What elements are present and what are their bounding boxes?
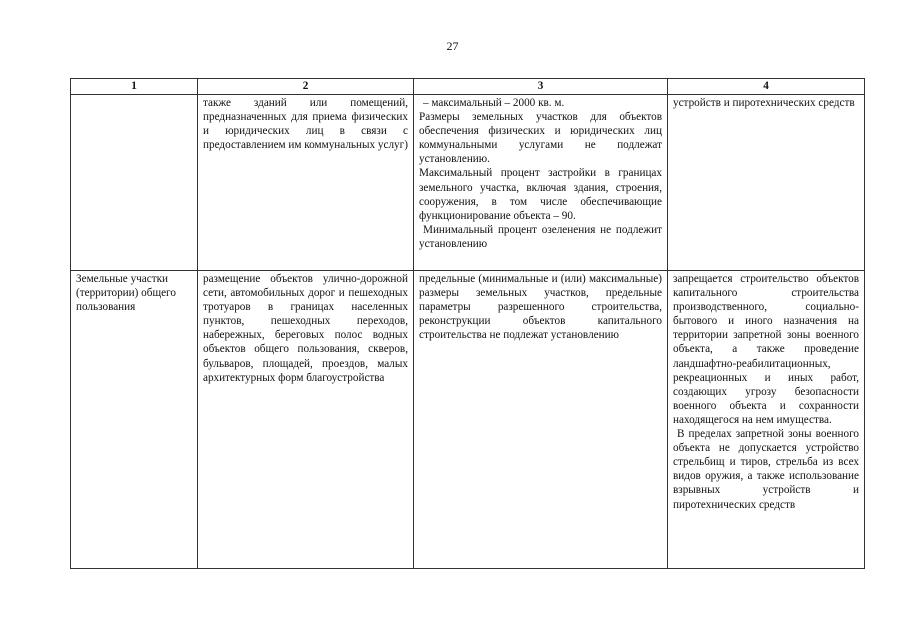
cell-paragraph: Размеры земельных участков для объектов обеспечения физических и юридических лиц коммунальными услугами не подлежат установлению. — [419, 111, 662, 166]
cell-paragraph: Минимальный процент озеленения не подлежит установлению — [419, 223, 662, 250]
table-row — [71, 95, 865, 271]
cell-paragraph: Земельные участки (территории) общего пользования — [76, 273, 176, 314]
zone-name-cell — [71, 271, 198, 569]
column-header: 1 — [71, 79, 198, 95]
permitted-use-cell — [198, 95, 414, 271]
permitted-use-cell — [198, 271, 414, 569]
parameters-cell — [414, 95, 668, 271]
table-header-row — [71, 79, 865, 95]
table-row — [71, 271, 865, 569]
parameters-cell — [414, 271, 668, 569]
column-header: 4 — [668, 79, 865, 95]
cell-paragraph: устройств и пиротехнических средств — [673, 97, 855, 109]
cell-paragraph: Максимальный процент застройки в границах земельного участка, включая здания, строения, сооружения, в том числе обеспечивающие функционирование объекта – 90. — [419, 167, 662, 222]
cell-paragraph: запрещается строительство объектов капитального строительства производственного, социально-бытового и иного назначения на территории запретной зоны военного объекта, а также проведение ландшафтно-реабилитационных, рекреационных и иных работ, создающих угрозу безопасности военного объекта и сохранности находящегося на нем имущества. — [673, 273, 859, 426]
cell-paragraph: – максимальный – 2000 кв. м. — [423, 97, 565, 109]
cell-paragraph: размещение объектов улично-дорожной сети, автомобильных дорог и пешеходных тротуаров в границах населенных пунктов, пешеходных переходов, набережных, береговых полос водных объектов общего пользования, скверов, бульваров, площадей, проездов, малых архитектурных форм благоустройства — [203, 273, 408, 384]
cell-paragraph: предельные (минимальные и (или) максимальные) размеры земельных участков, предельные параметры разрешенного строительства, реконструкции объектов капитального строительства не подлежат установлению — [419, 273, 662, 342]
page-number: 27 — [446, 39, 459, 53]
restrictions-cell — [668, 95, 865, 271]
zone-name-cell — [71, 95, 198, 271]
cell-paragraph: также зданий или помещений, предназначенных для приема физических и юридических лиц в связи с предоставлением им коммунальных услуг) — [203, 97, 408, 152]
regulations-table — [70, 78, 865, 569]
restrictions-cell — [668, 271, 865, 569]
cell-paragraph: В пределах запретной зоны военного объекта не допускается устройство стрельбищ и тиров, стрельба из всех видов оружия, а также использование взрывных устройств и пиротехнических средств — [673, 428, 859, 511]
column-header: 2 — [198, 79, 414, 95]
column-header: 3 — [414, 79, 668, 95]
